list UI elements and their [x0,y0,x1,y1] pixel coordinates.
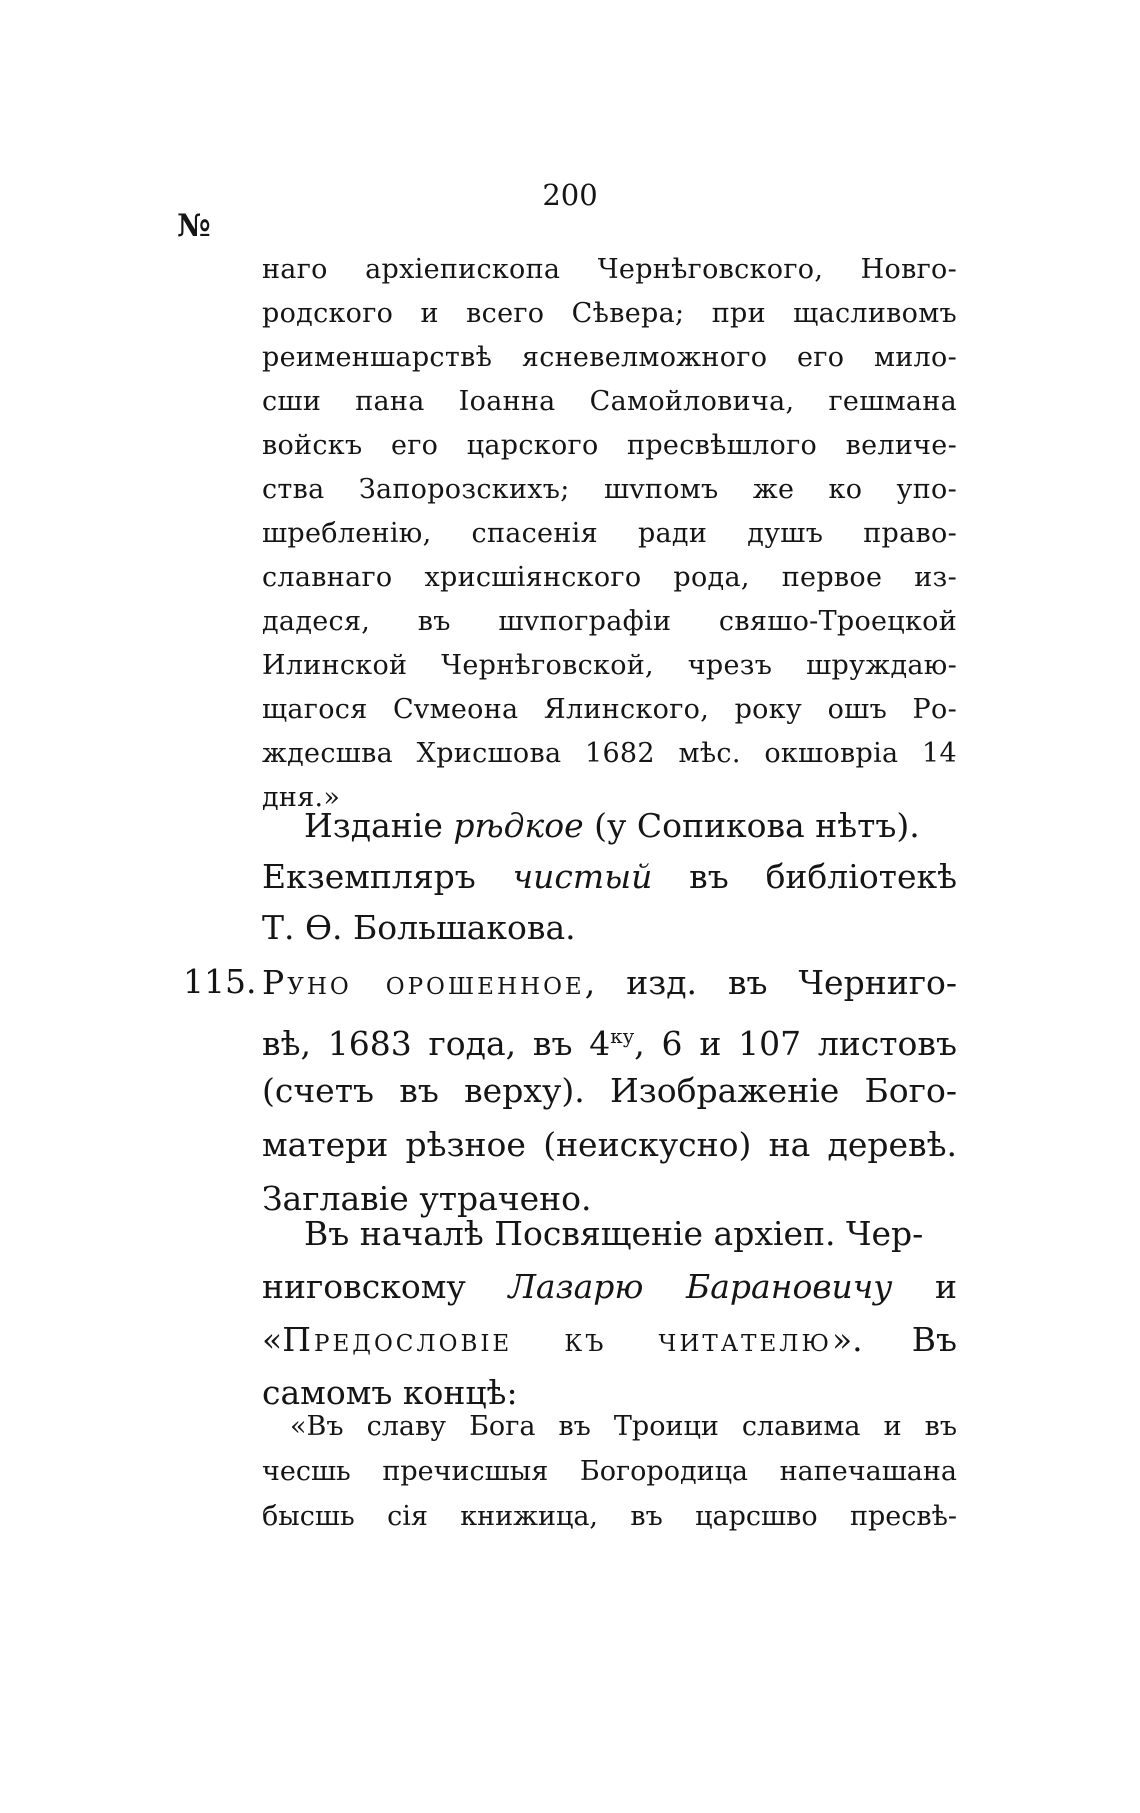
note-text: ». Въ [831,1320,957,1359]
colophon-quote [262,1404,957,1539]
quote-line: наго архіепископа Чернѣговского, Новго- [262,254,957,285]
note-text: Изданіе [304,806,454,845]
entry-line: матери рѣзное (неискусно) на деревѣ. [262,1125,957,1164]
quote-line: славнаго хрисшіянского рода, первое из- [262,562,957,593]
note-text: (у Сопикова нѣтъ). [583,806,920,845]
quote-line: реименшарствѣ ясневелможного его мило- [262,342,957,373]
entry-number: 115. [183,962,257,1001]
quote-line: сши пана Іоанна Самойловича, гешмана [262,386,957,417]
entry-line [262,1010,957,1064]
note-text: Екземпляръ [262,857,513,896]
quote-line: «Въ славу Бога въ Троици славима и въ [290,1411,957,1442]
note-line [262,1260,957,1313]
entry-line: (счетъ въ верху). Изображеніе Бого- [262,1071,957,1110]
rarity-note [262,800,957,953]
dedication-note [262,1207,957,1419]
note-text: ниговскому [262,1267,509,1306]
note-text: и [892,1267,958,1306]
note-line: самомъ концѣ: [262,1373,518,1412]
note-line: Т. Ѳ. Большакова. [262,908,576,947]
entry-line: Заглавіе утрачено. [262,1179,592,1218]
quote-line: бысшь сія книжица, въ царсшво пресвѣ- [262,1501,957,1532]
quote-line: чесшь пречисшыя Богородица напечашана [262,1456,957,1487]
note-text: въ библіотекѣ [652,857,957,896]
quoted-title-text [262,248,957,820]
note-smallcaps-text: Предословіе къ читателю [282,1320,832,1359]
quote-line: шребленію, спасенія ради душъ право- [262,518,957,549]
quote-line: ства Запорозскихъ; шvпомъ же ко упо- [262,474,957,505]
note-italic-text: чистый [512,857,653,896]
entry-superscript: ку [610,1025,635,1048]
quote-line: щагося Сvмеона Ялинского, року ошъ Ро- [262,694,957,725]
note-line [262,1313,957,1366]
catalog-entry [262,956,957,1226]
quote-line: войскъ его царского пресвѣшлого величе- [262,430,957,461]
entry-text: , 6 и 107 листовъ [634,1024,957,1063]
quote-line: дадеся, въ шvпографіи свяшо-Троецкой [262,606,957,637]
quote-line: родского и всего Сѣвера; при щасливомъ [262,298,957,329]
note-line [262,851,957,902]
entry-title: Руно орошенное [262,963,585,1002]
note-line [262,800,957,851]
note-italic-text: Лазарю Барановичу [508,1267,893,1306]
quote-line: дня.» [262,782,341,813]
note-text: « [262,1320,283,1359]
quote-line: Илинской Чернѣговской, чрезъ шруждаю- [262,650,957,681]
entry-line [262,956,957,1010]
entry-text: , изд. въ Чернигo- [584,963,957,1002]
note-italic-text: рѣдкое [453,806,584,845]
quote-line: ждесшва Хрисшова 1682 мѣс. окшовріа 14 [262,738,957,769]
number-sign: № [177,208,211,244]
entry-text: вѣ, 1683 года, въ 4 [262,1024,611,1063]
note-line: Въ началѣ Посвященіе архіеп. Чер- [304,1214,924,1253]
page-number: 200 [542,178,598,212]
